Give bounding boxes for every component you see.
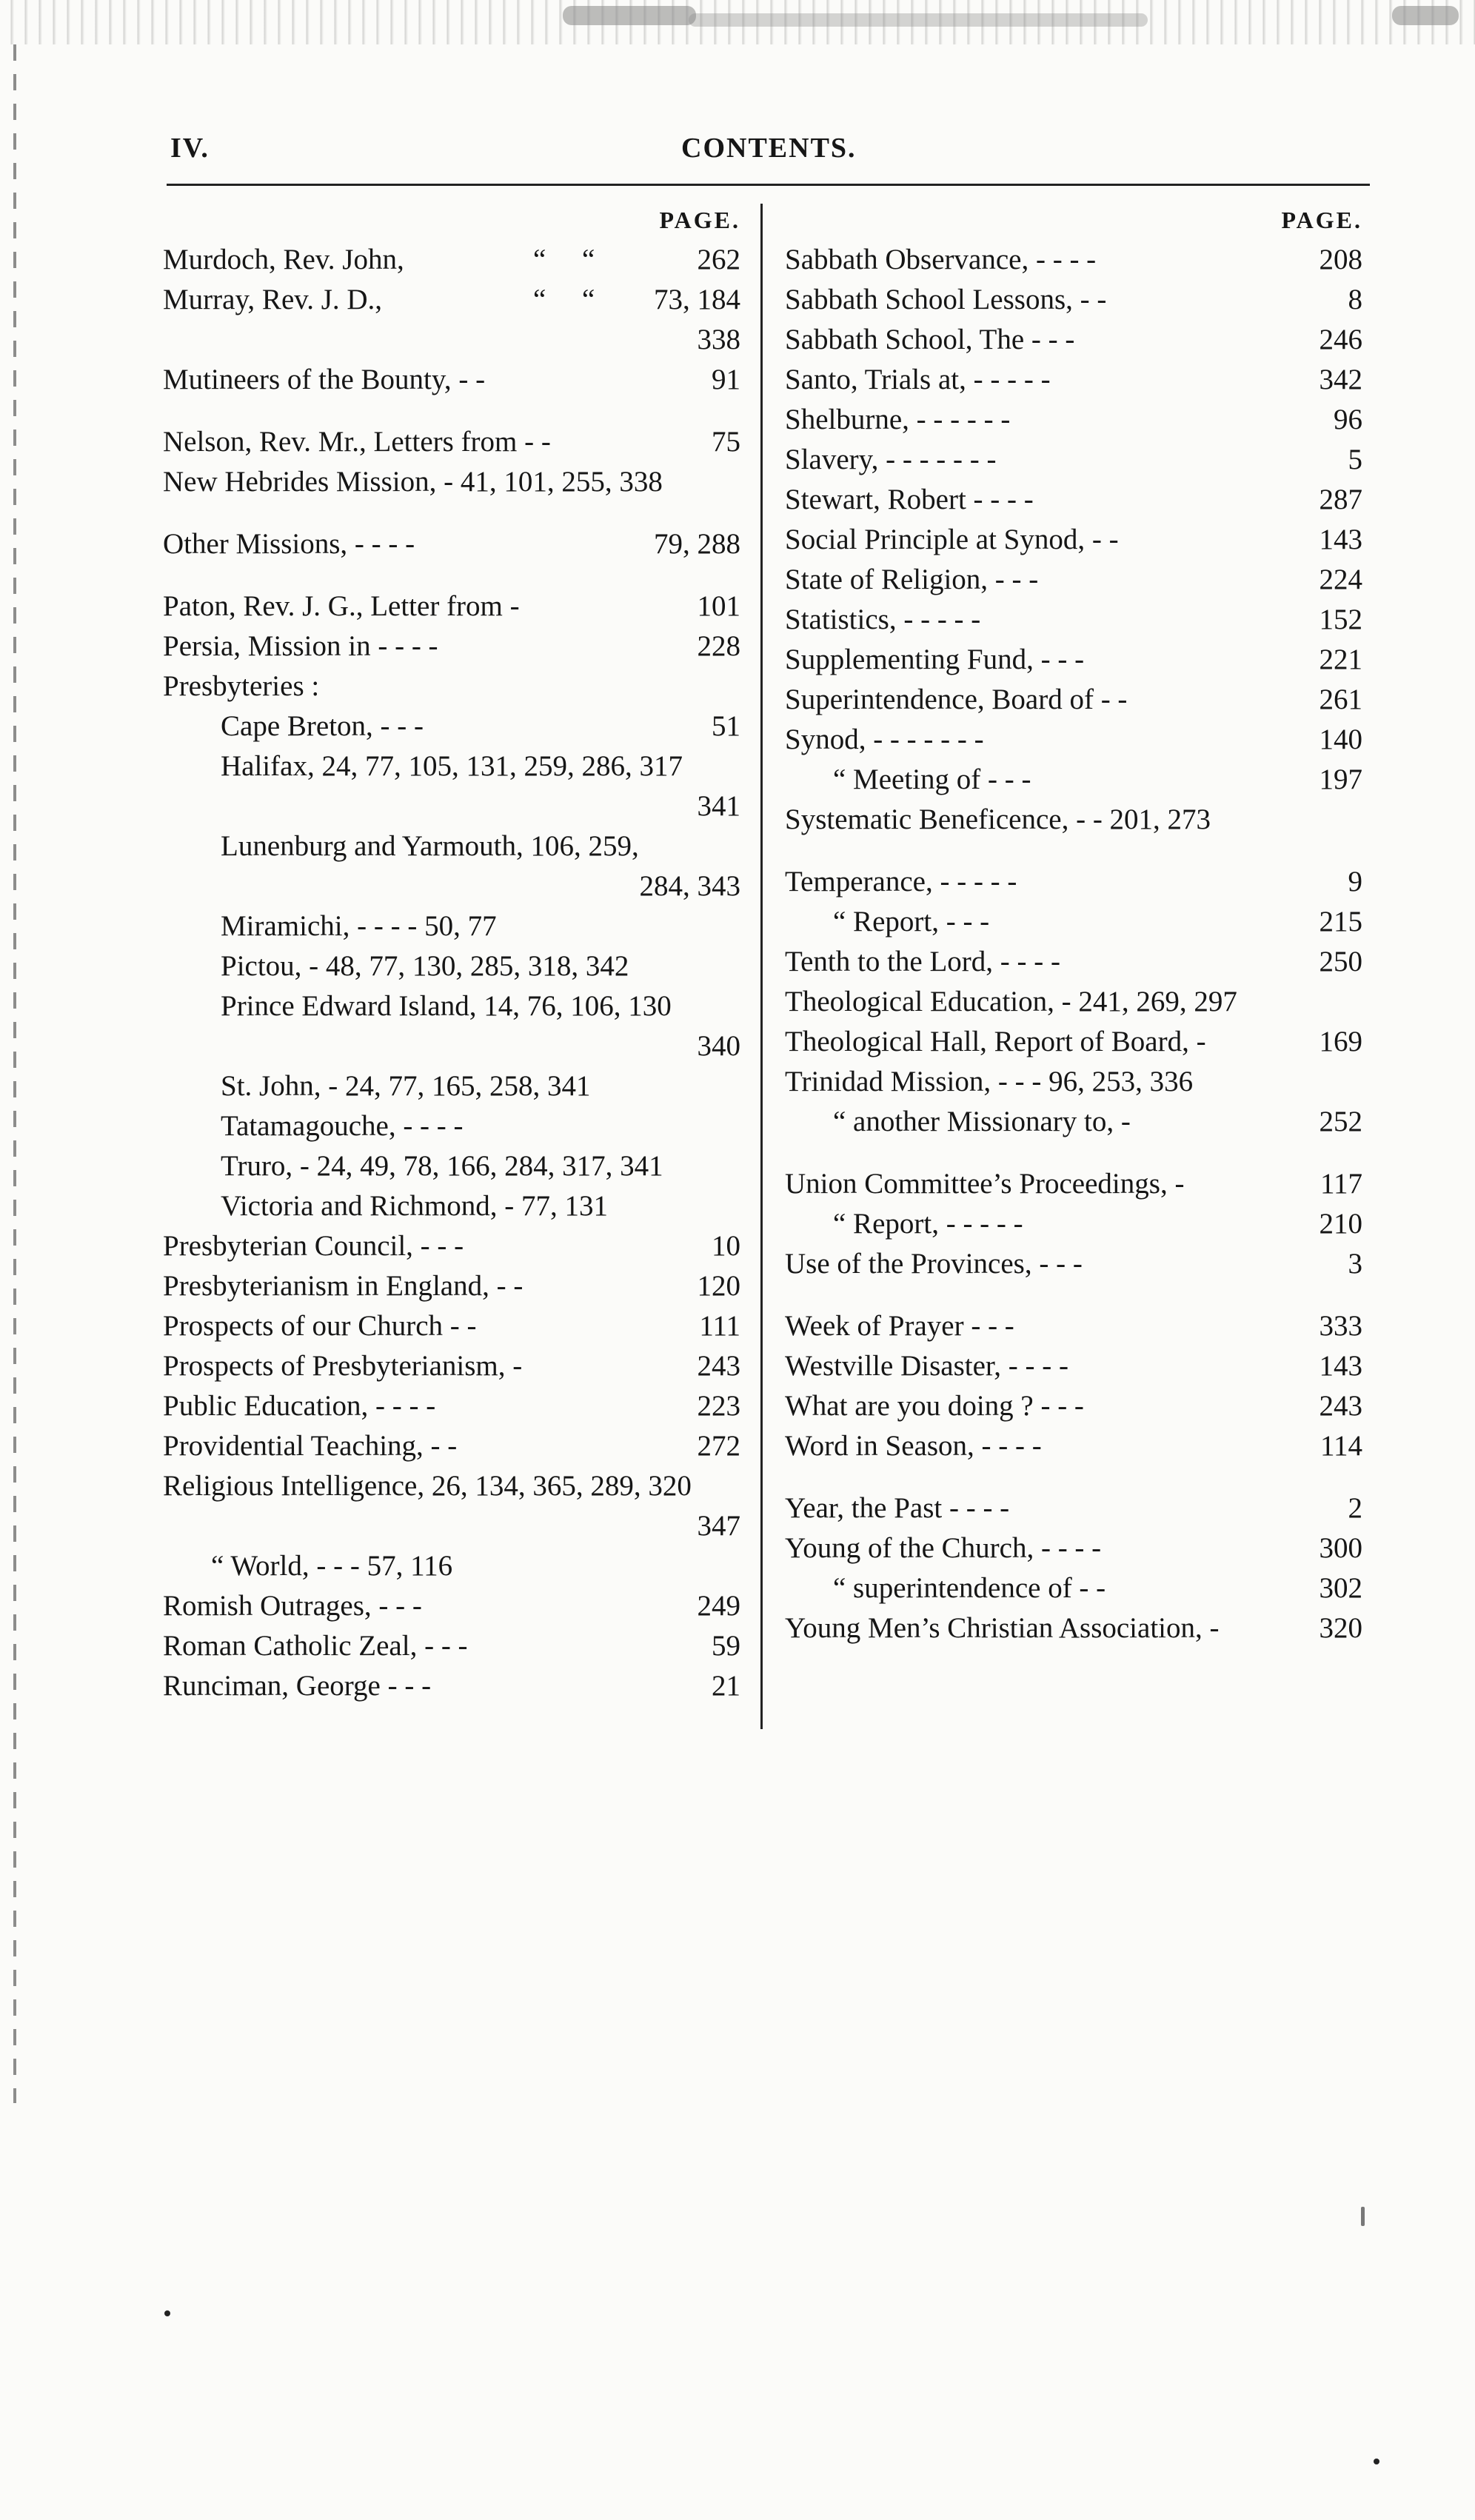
index-entry <box>163 422 748 462</box>
index-entry <box>163 1506 748 1546</box>
entry-title: Providential Teaching, - - <box>163 1430 458 1462</box>
entry-title: Union Committee’s Proceedings, - <box>785 1168 1185 1200</box>
entry-page: 347 <box>697 1510 740 1542</box>
entry-title: Presbyterianism in England, - - <box>163 1270 524 1302</box>
entry-title: What are you doing ? - - - <box>785 1390 1084 1422</box>
entry-title: “ another Missionary to, - <box>833 1106 1131 1137</box>
entry-title: New Hebrides Mission, - 41, 101, 255, 338 <box>163 466 663 498</box>
header-rule <box>167 184 1370 186</box>
entry-title: “ Report, - - - - - <box>833 1208 1023 1240</box>
entry-page: 152 <box>1319 604 1362 635</box>
index-entry <box>785 240 1370 280</box>
entry-page: 197 <box>1319 763 1362 795</box>
index-entry <box>163 1146 748 1186</box>
index-entry <box>163 240 748 280</box>
section-gap <box>163 400 748 422</box>
index-entry <box>163 1466 748 1506</box>
page-number: IV. <box>170 133 210 164</box>
entry-page: 243 <box>697 1350 740 1382</box>
entry-page: 2 <box>1348 1492 1362 1524</box>
entry-title: Prince Edward Island, 14, 76, 106, 130 <box>221 990 672 1022</box>
index-entry <box>163 1546 748 1586</box>
section-gap <box>785 1466 1370 1488</box>
index-entry <box>785 1062 1370 1102</box>
left-column <box>163 200 748 1706</box>
entry-title: Nelson, Rev. Mr., Letters from - - <box>163 426 551 458</box>
entry-title: Synod, - - - - - - - <box>785 723 984 755</box>
index-entry <box>163 320 748 360</box>
entry-title: Superintendence, Board of - - <box>785 684 1128 715</box>
entry-title: Use of the Provinces, - - - <box>785 1248 1083 1280</box>
entry-page: 21 <box>712 1670 740 1702</box>
index-entry <box>163 1386 748 1426</box>
entry-page: 261 <box>1319 684 1362 715</box>
index-entry <box>785 1488 1370 1528</box>
entry-title: Victoria and Richmond, - 77, 131 <box>221 1190 608 1222</box>
entry-title: Prospects of our Church - - <box>163 1310 477 1342</box>
entry-title: Murdoch, Rev. John, <box>163 244 404 275</box>
entry-title: Young of the Church, - - - - <box>785 1532 1102 1564</box>
entry-page: 338 <box>697 324 740 355</box>
section-gap <box>785 1284 1370 1306</box>
entry-title: Public Education, - - - - <box>163 1390 436 1422</box>
entry-title: Systematic Beneficence, - - 201, 273 <box>785 803 1211 835</box>
entry-title: Theological Hall, Report of Board, - <box>785 1026 1206 1057</box>
index-entry <box>163 1186 748 1226</box>
right-entries <box>785 240 1370 1648</box>
entry-page: 51 <box>712 710 740 742</box>
entry-page: 79, 288 <box>654 528 740 560</box>
index-entry <box>163 626 748 666</box>
index-entry <box>785 1164 1370 1204</box>
entry-page: 262 <box>697 244 740 275</box>
page-header <box>170 118 1370 170</box>
index-entry <box>785 982 1370 1022</box>
index-entry <box>785 360 1370 400</box>
entry-page: 215 <box>1319 906 1362 938</box>
entry-page: 272 <box>697 1430 740 1462</box>
index-entry <box>163 746 748 786</box>
entry-title: Young Men’s Christian Association, - <box>785 1612 1220 1644</box>
entry-title: Pictou, - 48, 77, 130, 285, 318, 342 <box>221 950 629 982</box>
scan-margin-line <box>13 44 16 2103</box>
index-entry <box>785 520 1370 560</box>
entry-page: 8 <box>1348 284 1362 315</box>
ink-smudge <box>1392 6 1459 25</box>
section-gap <box>785 1142 1370 1164</box>
index-entry <box>785 760 1370 800</box>
column-divider <box>760 204 763 1729</box>
entry-title: Year, the Past - - - - <box>785 1492 1010 1524</box>
entry-page: 243 <box>1319 1390 1362 1422</box>
entry-page: 59 <box>712 1630 740 1662</box>
entry-title: Runciman, George - - - <box>163 1670 432 1702</box>
entry-title: Cape Breton, - - - <box>221 710 424 742</box>
index-entry <box>163 1346 748 1386</box>
entry-title: Stewart, Robert - - - - <box>785 484 1034 515</box>
index-entry <box>163 986 748 1026</box>
index-entry <box>163 280 748 320</box>
section-gap <box>163 564 748 586</box>
entry-title: Miramichi, - - - - 50, 77 <box>221 910 497 942</box>
entry-page: 333 <box>1319 1310 1362 1342</box>
index-entry <box>163 906 748 946</box>
entry-title: Halifax, 24, 77, 105, 131, 259, 286, 317 <box>221 750 683 782</box>
index-entry <box>785 680 1370 720</box>
entry-title: State of Religion, - - - <box>785 564 1039 595</box>
index-entry <box>163 786 748 826</box>
left-entries <box>163 240 748 1706</box>
entry-page: 91 <box>712 364 740 395</box>
index-entry <box>785 1386 1370 1426</box>
index-entry <box>163 1626 748 1666</box>
entry-title: Paton, Rev. J. G., Letter from - <box>163 590 520 622</box>
entry-title: Truro, - 24, 49, 78, 166, 284, 317, 341 <box>221 1150 663 1182</box>
section-gap <box>163 502 748 524</box>
entry-title: Santo, Trials at, - - - - - <box>785 364 1051 395</box>
scan-artifact-top <box>0 0 1475 44</box>
entry-page: 340 <box>697 1030 740 1062</box>
entry-title: Social Principle at Synod, - - <box>785 524 1119 555</box>
index-entry <box>785 800 1370 840</box>
entry-title: Slavery, - - - - - - - <box>785 444 997 475</box>
entry-title: Persia, Mission in - - - - <box>163 630 438 662</box>
entry-title: Shelburne, - - - - - - <box>785 404 1011 435</box>
entry-page: 223 <box>697 1390 740 1422</box>
entry-page: 143 <box>1319 1350 1362 1382</box>
entry-title: Sabbath School Lessons, - - <box>785 284 1107 315</box>
index-entry <box>163 1066 748 1106</box>
entry-page: 252 <box>1319 1106 1362 1137</box>
index-entry <box>163 1266 748 1306</box>
entry-page: 249 <box>697 1590 740 1622</box>
index-entry <box>163 586 748 626</box>
index-entry <box>785 1306 1370 1346</box>
entry-page: 210 <box>1319 1208 1362 1240</box>
entry-page: 3 <box>1348 1248 1362 1280</box>
index-entry <box>785 1102 1370 1142</box>
entry-page: 287 <box>1319 484 1362 515</box>
ink-smudge <box>563 6 696 25</box>
entry-page: 284, 343 <box>639 870 740 902</box>
index-entry <box>785 1022 1370 1062</box>
index-entry <box>163 706 748 746</box>
entry-page: 169 <box>1319 1026 1362 1057</box>
entry-title: Westville Disaster, - - - - <box>785 1350 1069 1382</box>
entry-title: “ Report, - - - <box>833 906 990 938</box>
entry-page: 10 <box>712 1230 740 1262</box>
index-entry <box>163 524 748 564</box>
index-entry <box>163 1426 748 1466</box>
index-entry <box>785 600 1370 640</box>
index-entry <box>785 1244 1370 1284</box>
section-gap <box>785 840 1370 862</box>
entry-page: 114 <box>1320 1430 1362 1462</box>
entry-title: Word in Season, - - - - <box>785 1430 1042 1462</box>
entry-page: 75 <box>712 426 740 458</box>
index-entry <box>785 1608 1370 1648</box>
index-entry <box>785 942 1370 982</box>
entry-page: 5 <box>1348 444 1362 475</box>
entry-title: Statistics, - - - - - <box>785 604 981 635</box>
index-entry <box>163 1026 748 1066</box>
index-entry <box>785 1528 1370 1568</box>
right-column <box>785 200 1370 1648</box>
entry-title: Sabbath School, The - - - <box>785 324 1075 355</box>
entry-title: Mutineers of the Bounty, - - <box>163 364 486 395</box>
entry-page: 73, 184 <box>654 284 740 315</box>
entry-title: Tatamagouche, - - - - <box>221 1110 464 1142</box>
page-column-heading: PAGE. <box>1281 207 1362 233</box>
ink-smudge <box>689 13 1148 27</box>
index-entry <box>163 360 748 400</box>
entry-page: 208 <box>1319 244 1362 275</box>
index-entry <box>163 946 748 986</box>
entry-page: 320 <box>1319 1612 1362 1644</box>
entry-page: 300 <box>1319 1532 1362 1564</box>
index-entry <box>163 666 748 706</box>
index-entry <box>785 862 1370 902</box>
entry-title: Trinidad Mission, - - - 96, 253, 336 <box>785 1066 1194 1097</box>
index-entry <box>785 560 1370 600</box>
entry-page: 221 <box>1319 644 1362 675</box>
index-entry <box>785 640 1370 680</box>
entry-page: 120 <box>697 1270 740 1302</box>
entry-page: 228 <box>697 630 740 662</box>
index-entry <box>163 866 748 906</box>
index-entry <box>163 1306 748 1346</box>
index-entry <box>785 1346 1370 1386</box>
entry-page: 250 <box>1319 946 1362 977</box>
index-entry <box>163 1666 748 1706</box>
entry-title: Temperance, - - - - - <box>785 866 1017 898</box>
entry-page: 111 <box>699 1310 740 1342</box>
entry-title: Supplementing Fund, - - - <box>785 644 1085 675</box>
index-entry <box>785 400 1370 440</box>
entry-title: Presbyterian Council, - - - <box>163 1230 464 1262</box>
index-entry <box>785 720 1370 760</box>
entry-page: 117 <box>1320 1168 1362 1200</box>
index-entry <box>163 1106 748 1146</box>
entry-title: Tenth to the Lord, - - - - <box>785 946 1060 977</box>
index-entry <box>785 280 1370 320</box>
index-entry <box>785 902 1370 942</box>
entry-page: 143 <box>1319 524 1362 555</box>
ditto-mark: “ “ <box>533 244 595 275</box>
page-title: CONTENTS. <box>681 133 857 164</box>
entry-page: 246 <box>1319 324 1362 355</box>
index-entry <box>163 1586 748 1626</box>
entry-page: 96 <box>1334 404 1362 435</box>
index-entry <box>785 1426 1370 1466</box>
entry-title: Roman Catholic Zeal, - - - <box>163 1630 468 1662</box>
entry-title: Murray, Rev. J. D., <box>163 284 383 315</box>
entry-title: “ Meeting of - - - <box>833 763 1031 795</box>
page-column-heading: PAGE. <box>659 207 740 233</box>
entry-title: “ superintendence of - - <box>833 1572 1106 1604</box>
entry-title: Religious Intelligence, 26, 134, 365, 289, 320 <box>163 1470 692 1502</box>
entry-page: 9 <box>1348 866 1362 898</box>
entry-page: 101 <box>697 590 740 622</box>
entry-page: 341 <box>697 790 740 822</box>
index-entry <box>785 320 1370 360</box>
entry-title: Theological Education, - 241, 269, 297 <box>785 986 1237 1017</box>
index-entry <box>785 1568 1370 1608</box>
entry-title: Lunenburg and Yarmouth, 106, 259, <box>221 830 639 862</box>
entry-title: Other Missions, - - - - <box>163 528 415 560</box>
entry-title: “ World, - - - 57, 116 <box>211 1550 453 1582</box>
index-entry <box>163 826 748 866</box>
entry-page: 342 <box>1319 364 1362 395</box>
entry-title: Presbyteries : <box>163 670 320 702</box>
entry-page: 140 <box>1319 723 1362 755</box>
entry-title: Week of Prayer - - - <box>785 1310 1014 1342</box>
index-entry <box>785 440 1370 480</box>
entry-title: St. John, - 24, 77, 165, 258, 341 <box>221 1070 591 1102</box>
entry-page: 224 <box>1319 564 1362 595</box>
entry-page: 302 <box>1319 1572 1362 1604</box>
entry-title: Prospects of Presbyterianism, - <box>163 1350 523 1382</box>
entry-title: Sabbath Observance, - - - - <box>785 244 1097 275</box>
ditto-mark: “ “ <box>533 284 595 315</box>
index-entry <box>785 480 1370 520</box>
index-entry <box>785 1204 1370 1244</box>
index-entry <box>163 462 748 502</box>
entry-title: Romish Outrages, - - - <box>163 1590 422 1622</box>
index-entry <box>163 1226 748 1266</box>
